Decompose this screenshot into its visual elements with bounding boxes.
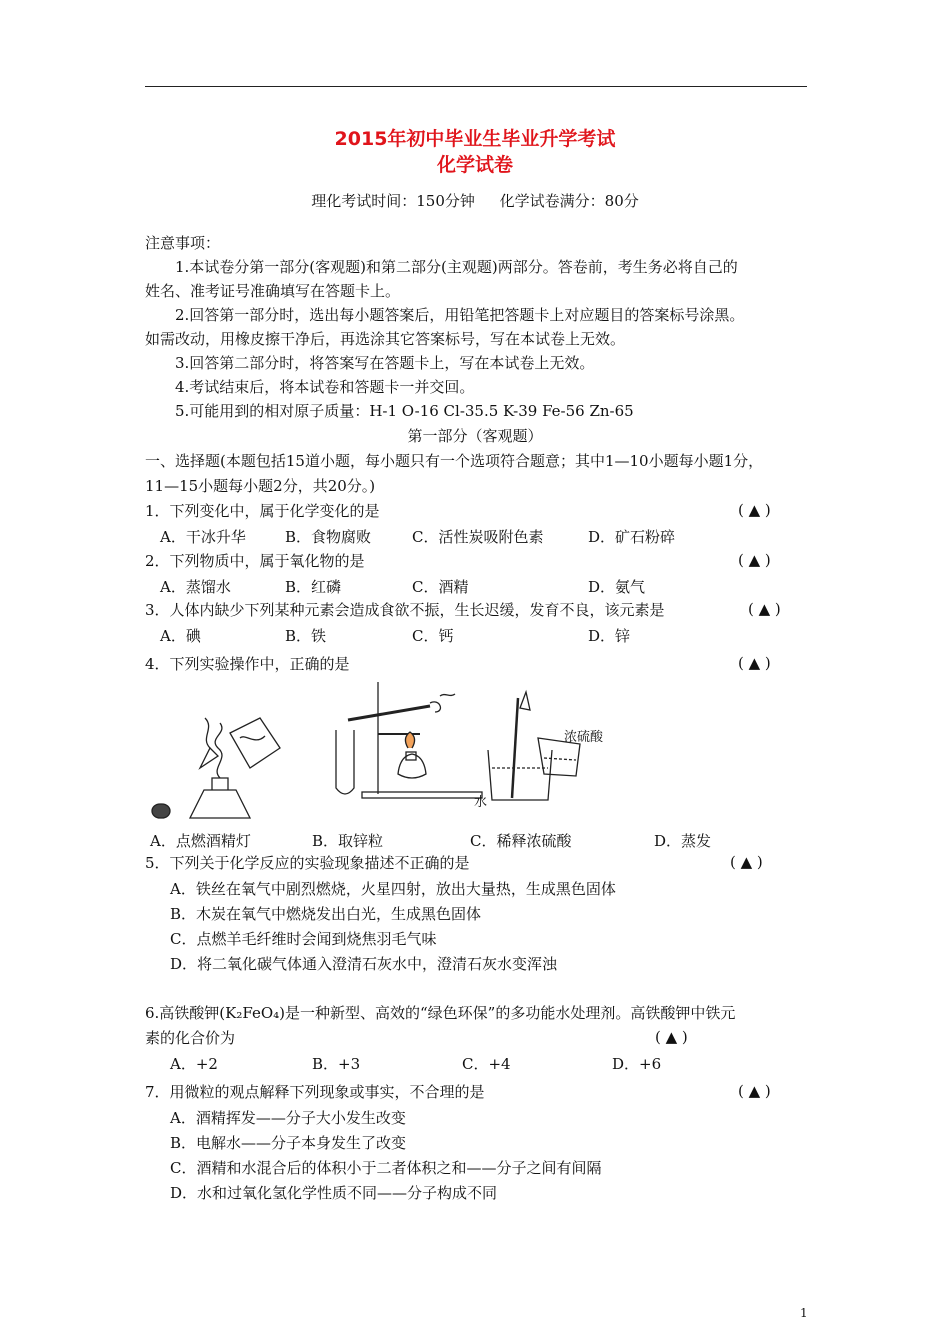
note-item-1: 1.本试卷分第一部分(客观题)和第二部分(主观题)两部分。答卷前，考生务必将自己的 — [175, 258, 738, 276]
q7-option-d: D．水和过氧化氢化学性质不同——分子构成不同 — [170, 1184, 498, 1202]
q4-option-a: A．点燃酒精灯 — [150, 832, 251, 850]
q1-option-a: A．干冰升华 — [160, 528, 246, 546]
q2-option-d: D．氨气 — [588, 578, 646, 596]
q6-option-c: C．+4 — [462, 1055, 511, 1073]
q5-option-b: B．木炭在氧气中燃烧发出白光，生成黑色固体 — [170, 905, 482, 923]
q7-option-a: A．酒精挥发——分子大小发生改变 — [170, 1109, 406, 1127]
note-item-2-cont: 如需改动，用橡皮擦干净后，再选涂其它答案标号，写在本试卷上无效。 — [145, 330, 626, 348]
q1-answer-mark: ( ▲ ) — [738, 501, 771, 519]
q2-answer-mark: ( ▲ ) — [738, 551, 771, 569]
q1-option-d: D．矿石粉碎 — [588, 528, 676, 546]
q6-stem: 6.高铁酸钾(K₂FeO₄)是一种新型、高效的“绿色环保”的多功能水处理剂。高铁酸钾中铁元 — [145, 1004, 736, 1022]
q4-lab-figures — [140, 678, 760, 828]
q2-option-b: B．红磷 — [285, 578, 342, 596]
q3-option-c: C．钙 — [412, 627, 454, 645]
exam-title: 2015年初中毕业生毕业升学考试 — [334, 128, 616, 150]
section1-instructions-cont: 11—15小题每小题2分，共20分。) — [145, 477, 376, 495]
section1-instructions: 一、选择题(本题包括15道小题，每小题只有一个选项符合题意；其中1—10小题每小题1分， — [145, 452, 764, 470]
q5-option-d: D．将二氧化碳气体通入澄清石灰水中，澄清石灰水变浑浊 — [170, 955, 558, 973]
figure-b-test-tube-stand — [336, 682, 482, 798]
time-info: 理化考试时间：150分钟 — [311, 192, 475, 210]
note-item-1-cont: 姓名、准考证号准确填写在答题卡上。 — [145, 282, 401, 300]
q7-option-c: C．酒精和水混合后的体积小于二者体积之和——分子之间有间隔 — [170, 1159, 602, 1177]
q1-option-b: B．食物腐败 — [285, 528, 372, 546]
page-number: 1 — [800, 1306, 808, 1320]
header-rule — [145, 86, 807, 87]
figure-c-diluting-acid — [488, 692, 580, 800]
note-item-4: 4.考试结束后，将本试卷和答题卡一并交回。 — [175, 378, 475, 396]
label-water: 水 — [474, 795, 488, 810]
q4-answer-mark: ( ▲ ) — [738, 654, 771, 672]
figure-a-alcohol-lamps — [152, 718, 280, 818]
q4-option-b: B．取锌粒 — [312, 832, 384, 850]
q2-stem: 2．下列物质中，属于氧化物的是 — [145, 552, 365, 570]
label-conc-sulfuric-acid: 浓硫酸 — [564, 730, 604, 745]
q5-option-a: A．铁丝在氧气中剧烈燃烧，火星四射，放出大量热，生成黑色固体 — [170, 880, 616, 898]
score-info: 化学试卷满分：80分 — [499, 192, 639, 210]
q3-answer-mark: ( ▲ ) — [748, 600, 781, 618]
note-item-5: 5.可能用到的相对原子质量：H-1 O-16 Cl-35.5 K-39 Fe-56 Zn-65 — [175, 402, 634, 420]
notes-heading: 注意事项： — [145, 234, 221, 252]
q2-option-c: C．酒精 — [412, 578, 469, 596]
q1-stem: 1．下列变化中，属于化学变化的是 — [145, 502, 380, 520]
q3-stem: 3．人体内缺少下列某种元素会造成食欲不振，生长迟缓，发育不良，该元素是 — [145, 601, 665, 619]
note-item-2: 2.回答第一部分时，选出每小题答案后，用铅笔把答题卡上对应题目的答案标号涂黑。 — [175, 306, 745, 324]
note-item-3: 3.回答第二部分时，将答案写在答题卡上，写在本试卷上无效。 — [175, 354, 595, 372]
q1-option-c: C．活性炭吸附色素 — [412, 528, 544, 546]
q2-option-a: A．蒸馏水 — [160, 578, 231, 596]
q5-option-c: C．点燃羊毛纤维时会闻到烧焦羽毛气味 — [170, 930, 437, 948]
q5-stem: 5．下列关于化学反应的实验现象描述不正确的是 — [145, 854, 470, 872]
q6-answer-mark: ( ▲ ) — [655, 1028, 688, 1046]
q3-option-d: D．锌 — [588, 627, 631, 645]
q7-stem: 7．用微粒的观点解释下列现象或事实，不合理的是 — [145, 1083, 485, 1101]
q4-stem: 4．下列实验操作中，正确的是 — [145, 655, 350, 673]
q3-option-a: A．碘 — [160, 627, 201, 645]
q5-answer-mark: ( ▲ ) — [730, 853, 763, 871]
q6-option-b: B．+3 — [312, 1055, 361, 1073]
q3-option-b: B．铁 — [285, 627, 327, 645]
exam-subject-title: 化学试卷 — [436, 154, 513, 176]
q6-option-d: D．+6 — [612, 1055, 662, 1073]
q7-answer-mark: ( ▲ ) — [738, 1082, 771, 1100]
q4-option-c: C．稀释浓硫酸 — [470, 832, 572, 850]
exam-info — [0, 190, 950, 211]
q6-option-a: A．+2 — [170, 1055, 218, 1073]
q7-option-b: B．电解水——分子本身发生了改变 — [170, 1134, 407, 1152]
part1-heading: 第一部分（客观题） — [407, 427, 543, 445]
q4-option-d: D．蒸发 — [654, 832, 712, 850]
q6-stem-cont: 素的化合价为 — [145, 1029, 236, 1047]
